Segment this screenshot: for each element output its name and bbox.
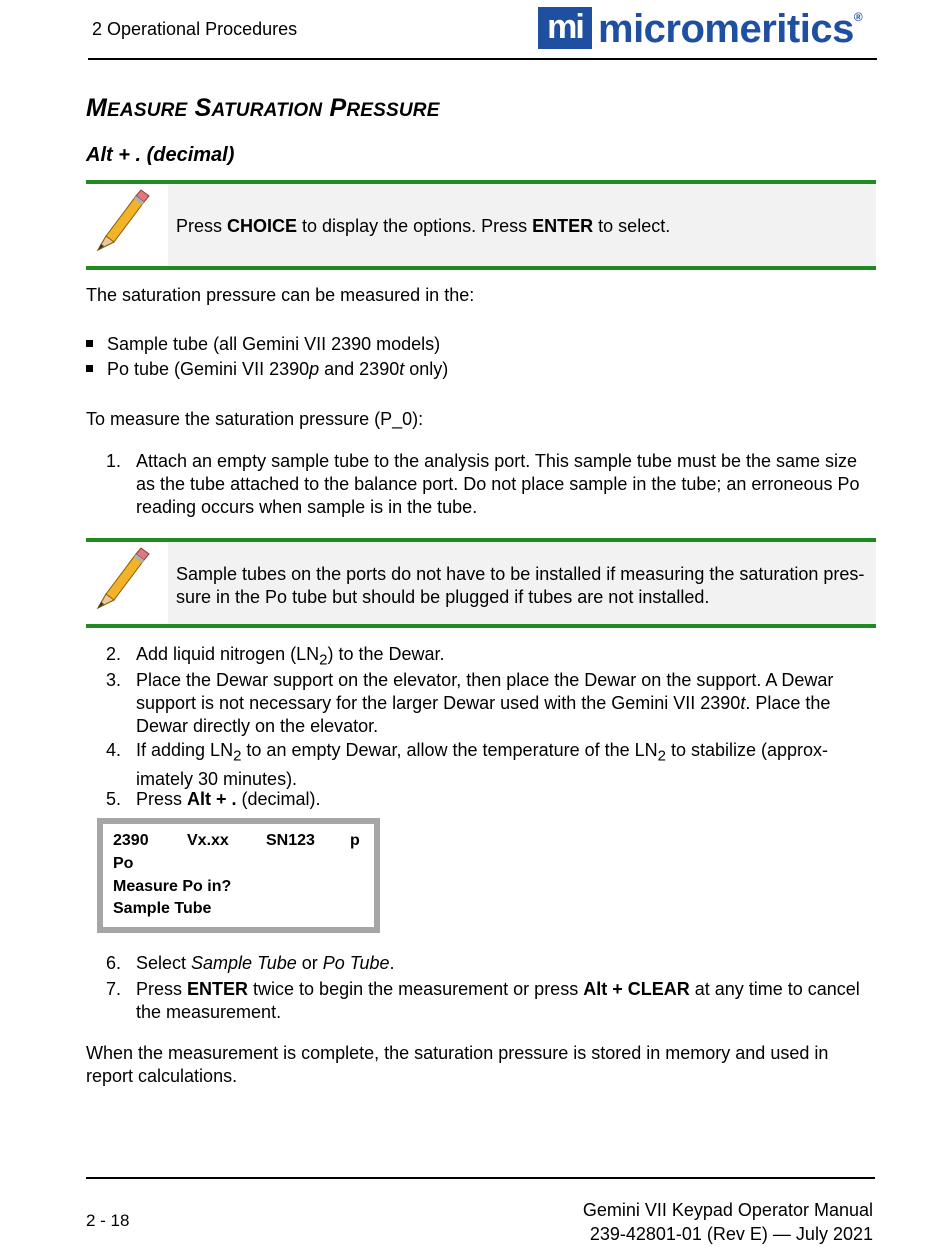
lcd-row-2: Po — [113, 855, 134, 872]
pencil-icon — [92, 188, 152, 254]
lcd-row-3: Measure Po in? — [113, 878, 232, 895]
bullet-sample-tube: Sample tube (all Gemini VII 2390 models) — [86, 333, 440, 356]
manual-title: Gemini VII Keypad Operator Manual — [582, 1200, 873, 1220]
logo-wordmark — [598, 7, 862, 51]
page-title: MEASURE SATURATION PRESSURE — [86, 94, 440, 122]
header-divider — [88, 58, 877, 60]
note-text: Press CHOICE to display the options. Press ENTER to select. — [176, 216, 671, 236]
micromeritics-logo — [538, 7, 862, 51]
lcd-row-4: Sample Tube — [113, 900, 212, 917]
note-text: Sample tubes on the ports do not have to be installed if measuring the saturation pres-sure in the Po tube but should be plugged if tubes are not installed. — [176, 564, 865, 607]
registered-mark: ® — [853, 10, 863, 24]
closing-paragraph: When the measurement is complete, the saturation pressure is stored in memory and used in report calculations. — [86, 1043, 829, 1086]
document-number: 239-42801-01 (Rev E) — July 2021 — [589, 1224, 873, 1244]
footer-manual-info — [583, 1198, 873, 1246]
logo-mark: mi — [538, 7, 592, 49]
note-box — [86, 180, 876, 270]
procedure-intro: To measure the saturation pressure (P_0): — [86, 409, 424, 429]
logo-text: micromeritics — [598, 7, 854, 51]
page-number: 2 - 18 — [86, 1211, 130, 1230]
footer-divider — [86, 1177, 875, 1179]
keypad-lcd-display: 2390 Vx.xx SN123 p Po Measure Po in? Sample Tube — [97, 818, 380, 933]
pencil-icon — [92, 546, 152, 612]
keyboard-shortcut-heading: Alt + . (decimal) — [86, 144, 235, 166]
intro-paragraph: The saturation pressure can be measured in the: — [86, 285, 475, 305]
bullet-po-tube: Po tube (Gemini VII 2390p and 2390t only) — [86, 358, 448, 381]
note-box-2 — [86, 538, 876, 628]
section-header: 2 Operational Procedures — [92, 19, 298, 39]
